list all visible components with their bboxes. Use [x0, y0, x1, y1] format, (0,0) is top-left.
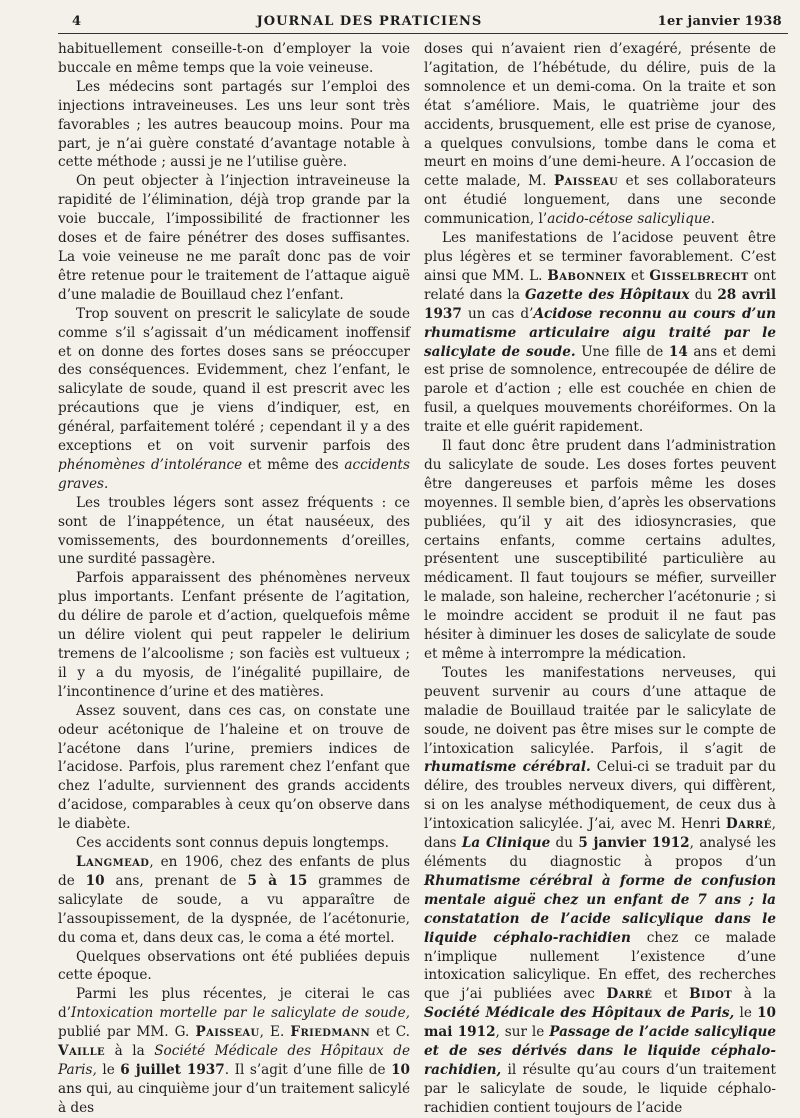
- issue-date: 1er janvier 1938: [657, 14, 782, 29]
- paragraph: Parfois apparaissent des phénomènes nerveux plus importants. L’enfant présente de l’agitation, du délire de parole et d’action, quelquefois même un délire violent qui peut rappeler le delirium tremens de l’alcoolisme ; son faciès est vultueux ; il y a du myosis, de l’inégalité pupillaire, de l’incontinence d’urine et des matières.: [58, 570, 410, 700]
- paragraph: Trop souvent on prescrit le salicylate de soude comme s’il s’agissait d’un médicament inoffensif et on donne des fortes doses sans se préoccuper des conséquences. Evidemment, chez l’enfant, le salicylate de soude, quand il est prescrit avec les précautions que je viens d’indiquer, est, en général, parfaitement toléré ; cependant il y a des exceptions et on voit survenir parfois des phénomènes d’intolérance et même des accidents graves.: [58, 305, 410, 492]
- author-name: Babonneix: [547, 267, 626, 284]
- paragraph: doses qui n’avaient rien d’exagéré, présente de l’agitation, de l’hébétude, du délire, puis de la somnolence et un demi-coma. On la traite et son état s’améliore. Mais, le quatrième jour des accidents, brusquement, elle est prise de cyanose, a quelques convulsions, tombe dans le coma et meurt en moins d’une demi-heure. A l’occasion de cette malade, M. Paisseau et ses collaborateurs ont étudié longuement, dans une seconde communication, l’acido-cétose salicylique.: [424, 41, 776, 228]
- author-name: Gisselbrecht: [649, 267, 749, 284]
- paragraph: Langmead, en 1906, chez des enfants de plus de 10 ans, prenant de 5 à 15 grammes de salicylate de soude, a vu apparaître de l’assoupissement, de la dyspnée, de l’acétonurie, du coma et, dans deux cas, le coma a été mortel.: [58, 853, 411, 946]
- paragraph: Parmi les plus récentes, je citerai le cas d’Intoxication mortelle par le salicylate de soude, publié par MM. G. Paisseau, E. Friedmann et C. Vaille à la Société Médicale des Hôpitaux de Paris, le 6 juillet 1937. Il s’agit d’une fille de 10 ans qui, au cinquième jour d’un traitement salicylé à des: [58, 986, 411, 1116]
- author-name: Darré: [606, 986, 653, 1003]
- author-name: Darré: [725, 816, 772, 833]
- page-number: 4: [72, 14, 82, 29]
- paragraph: Les médecins sont partagés sur l’emploi des injections intraveineuses. Les uns leur sont très favorables ; les autres beaucoup moins. Pour ma part, je n’ai guère constaté d’avantage notable à cette méthode ; aussi je ne l’utilise guère.: [58, 78, 410, 171]
- author-name: Bidot: [689, 986, 733, 1003]
- paragraph: Les troubles légers sont assez fréquents : ce sont de l’inappétence, un état nauséeux, des vomissements, des bourdonnements d’oreilles, une surdité passagère.: [58, 494, 410, 568]
- running-header: [58, 14, 788, 34]
- author-name: Vaille: [58, 1043, 106, 1060]
- paragraph: Les manifestations de l’acidose peuvent être plus légères et se terminer favorablement. C’est ainsi que MM. L. Babonneix et Gisselbrecht ont relaté dans la Gazette des Hôpitaux du 28 avril 1937 un cas d’Acidose reconnu au cours d’un rhumatisme articulaire aigu traité par le salicylate de soude. Une fille de 14 ans et demi est prise de somnolence, entrecoupée de délire de parole et d’action ; elle est couchée en chien de fusil, a quelques mouvements choréiformes. On la traite et elle guérit rapidement.: [424, 230, 776, 436]
- paragraph: Assez souvent, dans ces cas, on constate une odeur acétonique de l’haleine et on trouve de l’acétone dans l’urine, premiers indices de l’acidose. Parfois, plus rarement chez l’enfant que chez l’adulte, surviennent des grands accidents d’acidose, comparables à ceux qu’on observe dans le diabète.: [58, 702, 410, 833]
- author-name: Friedmann: [290, 1024, 371, 1041]
- journal-title: JOURNAL DES PRATICIENS: [256, 14, 483, 29]
- author-name: Langmead: [76, 853, 150, 870]
- paragraph: Ces accidents sont connus depuis longtemps.: [76, 835, 389, 852]
- paragraph: Quelques observations ont été publiées depuis cette époque.: [58, 948, 410, 984]
- paragraph: On peut objecter à l’injection intraveineuse la rapidité de l’élimination, déjà trop grande par la voie buccale, l’impossibilité de fractionner les doses et de faire pénétrer des doses suffisantes. La voie veineuse ne me paraît donc pas de voir être retenue pour le traitement de l’attaque aiguë d’une maladie de Bouillaud chez l’enfant.: [58, 173, 410, 303]
- author-name: Paisseau: [553, 173, 619, 190]
- paragraph: habituellement conseille-t-on d’employer la voie buccale en même temps que la voie veineuse.: [58, 41, 410, 76]
- author-name: Paisseau: [195, 1024, 260, 1041]
- left-column: [58, 40, 410, 1118]
- paragraph: Toutes les manifestations nerveuses, qui peuvent survenir au cours d’une attaque de maladie de Bouillaud traitée par le salicylate de soude, ne doivent pas être mises sur le compte de l’intoxication salicylée. Parfois, il s’agit de rhumatisme cérébral. Celui-ci se traduit par du délire, des troubles nerveux divers, qui diffèrent, si on les analyse méthodiquement, de ceux dus à l’intoxication salicylée. J’ai, avec M. Henri Darré, dans La Clinique du 5 janvier 1912, analysé les éléments du diagnostic à propos d’un Rhumatisme cérébral à forme de confusion mentale aiguë chez un enfant de 7 ans ; la constatation de l’acide salicylique dans le liquide céphalo-rachidien chez ce malade n’implique nullement l’existence d’une intoxication salicylique. En effet, des recherches que j’ai publiées avec Darré et Bidot à la Société Médicale des Hôpitaux de Paris, le 10 mai 1912, sur le Passage de l’acide salicylique et de ses dérivés dans le liquide céphalo-rachidien, il résulte qu’au cours d’un traitement par le salicylate de soude, le liquide céphalo-rachidien contient toujours de l’acide: [424, 664, 777, 1116]
- right-column: [424, 40, 776, 1118]
- article-columns: [58, 40, 788, 1118]
- paragraph: Il faut donc être prudent dans l’administration du salicylate de soude. Les doses fortes peuvent être dangereuses et parfois même les doses moyennes. Il semble bien, d’après les observations publiées, qu’il y ait des idiosyncrasies, que certains enfants, comme certains adultes, présentent une susceptibilité particulière au médicament. Il faut toujours se méfier, surveiller le malade, son haleine, rechercher l’acétonurie ; si le moindre accident se produit il ne faut pas hésiter à diminuer les doses de salicylate de soude et même à interrompre la médication.: [424, 438, 776, 662]
